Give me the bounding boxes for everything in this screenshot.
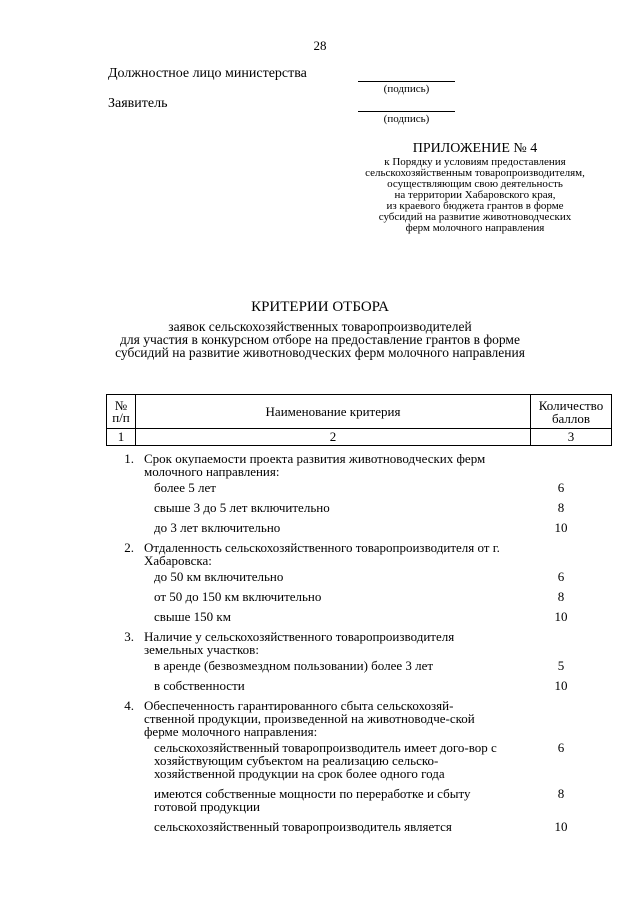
signature-caption-official: (подпись) bbox=[383, 83, 430, 95]
criteria-subtitle-line: заявок сельскохозяйственных товаропроизводителей bbox=[168, 319, 472, 334]
criterion-option-row bbox=[106, 570, 611, 583]
criterion-points: 10 bbox=[554, 819, 568, 834]
criterion-text: свыше 150 км bbox=[154, 609, 231, 624]
criterion-points: 10 bbox=[554, 678, 568, 693]
criterion-text: от 50 до 150 км включительно bbox=[154, 589, 322, 604]
criterion-text: Наличие у сельскохозяйственного товаропроизводителя земельных участков: bbox=[144, 629, 455, 657]
appendix-line: осуществляющим свою деятельность bbox=[387, 178, 563, 190]
criterion-text: свыше 3 до 5 лет включительно bbox=[154, 500, 330, 515]
criterion-text: сельскохозяйственный товаропроизводитель является bbox=[154, 819, 452, 834]
header-points: Количество баллов bbox=[531, 395, 612, 429]
criteria-subtitle-line: субсидий на развитие животноводческих ферм молочного направления bbox=[115, 345, 525, 360]
criterion-row bbox=[106, 541, 611, 567]
criterion-number: 1. bbox=[124, 451, 134, 466]
criterion-option-row bbox=[106, 659, 611, 672]
criterion-option-row bbox=[106, 741, 611, 780]
header-number: № п/п bbox=[107, 395, 136, 429]
criterion-number: 3. bbox=[124, 629, 134, 644]
criteria-subtitle bbox=[80, 320, 560, 359]
criterion-text: до 3 лет включительно bbox=[154, 520, 281, 535]
criterion-option-row bbox=[106, 679, 611, 692]
appendix-note bbox=[345, 157, 605, 234]
criterion-text: в собственности bbox=[154, 678, 245, 693]
criterion-number: 2. bbox=[124, 540, 134, 555]
criterion-text: в аренде (безвозмездном пользовании) более 3 лет bbox=[154, 658, 434, 673]
criterion-option-row bbox=[106, 481, 611, 494]
criteria-table-header bbox=[106, 394, 612, 446]
criterion-option-row bbox=[106, 501, 611, 514]
criterion-text: до 50 км включительно bbox=[154, 569, 284, 584]
criterion-text: Отдаленность сельскохозяйственного товаропроизводителя от г. Хабаровска: bbox=[144, 540, 500, 568]
appendix-title: ПРИЛОЖЕНИЕ № 4 bbox=[412, 141, 538, 156]
column-number-2: 2 bbox=[136, 429, 531, 446]
criterion-points: 8 bbox=[557, 500, 565, 515]
criterion-points: 8 bbox=[557, 786, 565, 801]
criteria-rows bbox=[106, 452, 611, 840]
criterion-points: 6 bbox=[557, 480, 565, 495]
criterion-row bbox=[106, 452, 611, 478]
appendix-line: ферм молочного направления bbox=[405, 222, 545, 234]
appendix-line: субсидий на развитие животноводческих bbox=[378, 211, 572, 223]
criterion-option-row bbox=[106, 820, 611, 833]
signature-line-applicant bbox=[358, 111, 455, 112]
criterion-points: 6 bbox=[557, 569, 565, 584]
signature-label-applicant: Заявитель bbox=[108, 96, 168, 111]
column-number-3: 3 bbox=[531, 429, 612, 446]
criterion-points: 5 bbox=[557, 658, 565, 673]
criterion-option-row bbox=[106, 521, 611, 534]
signature-line-official bbox=[358, 81, 455, 82]
signature-caption-applicant: (подпись) bbox=[383, 113, 430, 125]
criterion-text: сельскохозяйственный товаропроизводитель имеет дого-вор с хозяйствующим субъектом на реализацию сельско-хозяйственной продукции на срок более одного года bbox=[154, 740, 497, 781]
column-number-1: 1 bbox=[107, 429, 136, 446]
criteria-title: КРИТЕРИИ ОТБОРА bbox=[251, 299, 389, 315]
appendix-line: из краевого бюджета грантов в форме bbox=[386, 200, 564, 212]
appendix-line: сельскохозяйственным товаропроизводителям, bbox=[365, 167, 585, 179]
criterion-text: более 5 лет bbox=[154, 480, 216, 495]
criterion-text: Срок окупаемости проекта развития животноводческих ферм молочного направления: bbox=[144, 451, 486, 479]
criterion-text: имеются собственные мощности по переработке и сбыту готовой продукции bbox=[154, 786, 471, 814]
criterion-text: Обеспеченность гарантированного сбыта сельскохозяй-ственной продукции, произведенной на животноводче-ской ферме молочного направления: bbox=[144, 698, 475, 739]
page-number: 28 bbox=[313, 38, 327, 53]
criterion-option-row bbox=[106, 590, 611, 603]
appendix-line: к Порядку и условиям предоставления bbox=[384, 156, 566, 168]
criterion-points: 10 bbox=[554, 609, 568, 624]
criterion-row bbox=[106, 699, 611, 738]
header-criterion: Наименование критерия bbox=[136, 395, 531, 429]
criterion-option-row bbox=[106, 787, 611, 813]
criterion-row bbox=[106, 630, 611, 656]
criterion-points: 8 bbox=[557, 589, 565, 604]
criterion-number: 4. bbox=[124, 698, 134, 713]
criteria-subtitle-line: для участия в конкурсном отборе на предоставление грантов в форме bbox=[120, 332, 520, 347]
appendix-line: на территории Хабаровского края, bbox=[394, 189, 556, 201]
criterion-option-row bbox=[106, 610, 611, 623]
criterion-points: 10 bbox=[554, 520, 568, 535]
signature-label-official: Должностное лицо министерства bbox=[108, 66, 307, 81]
criterion-points: 6 bbox=[557, 740, 565, 755]
